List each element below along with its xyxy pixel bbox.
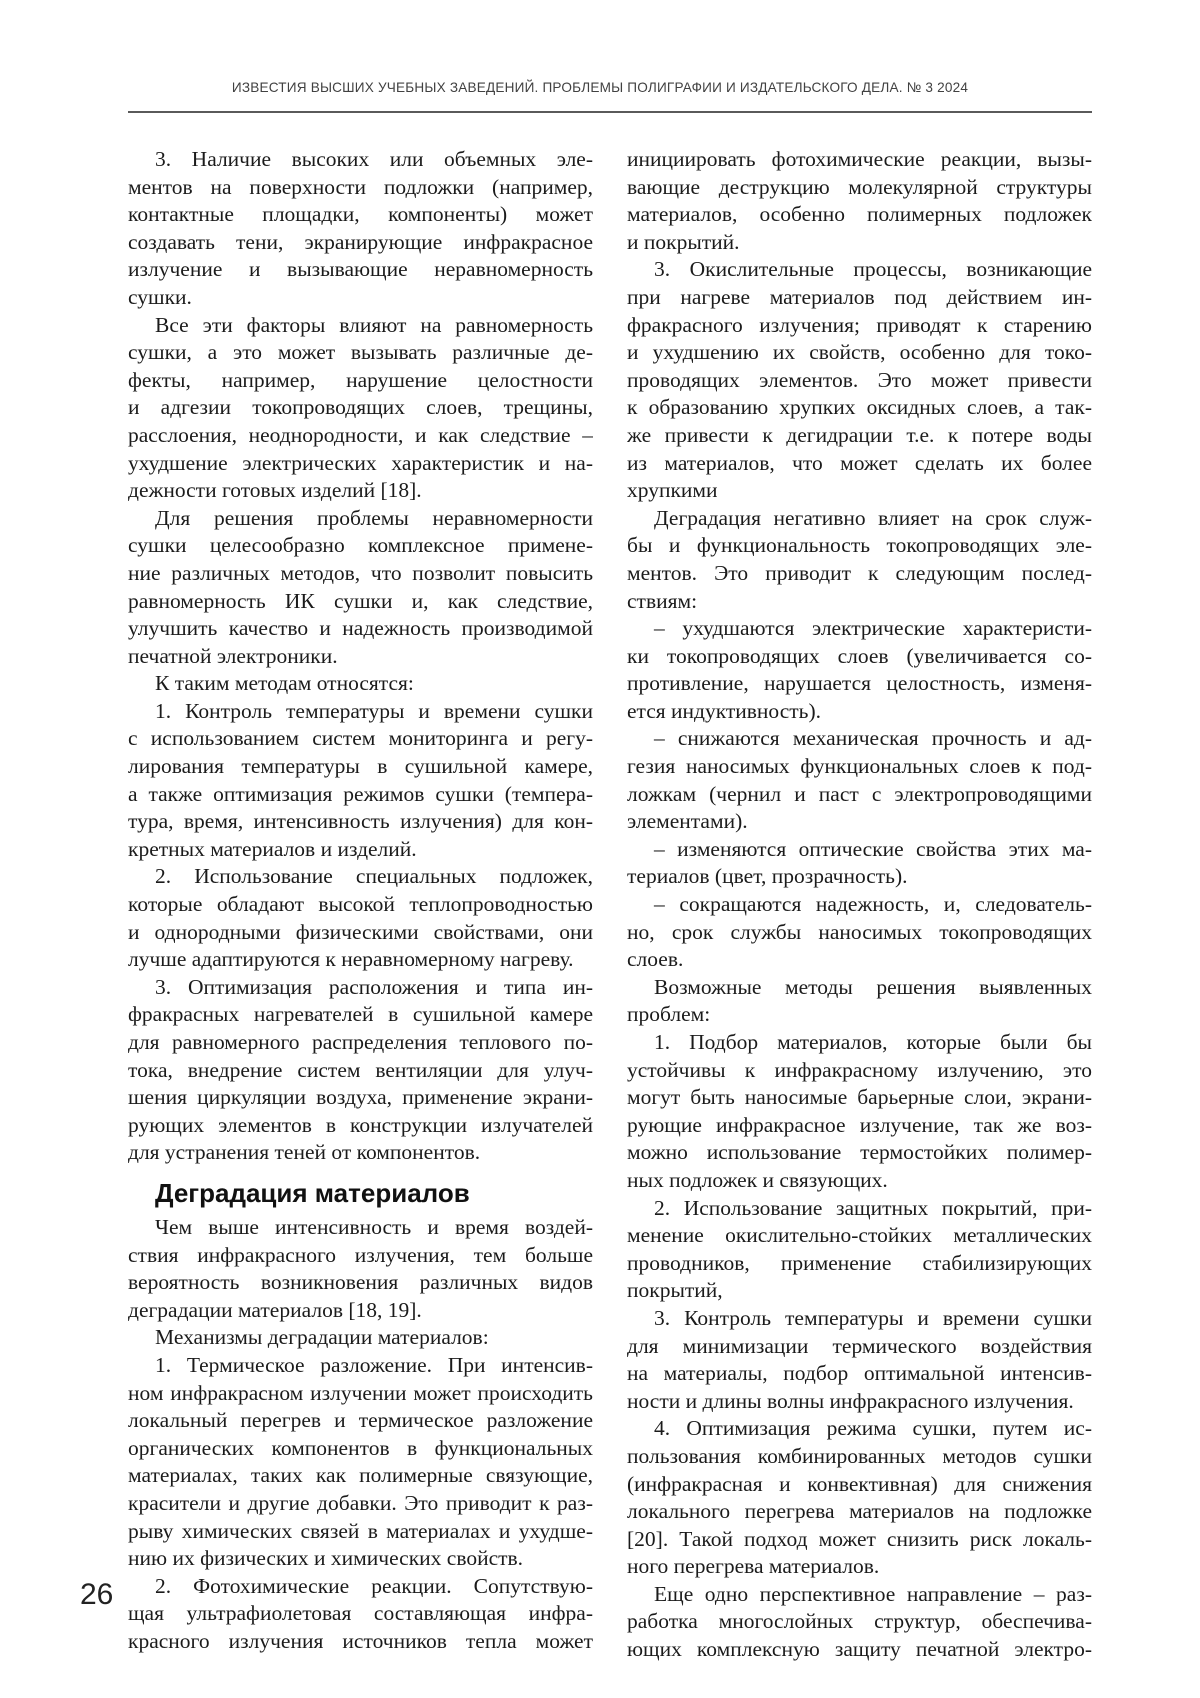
column-right [627,146,1092,1664]
text-line: работка многослойных структур, обеспечива- [627,1609,1092,1634]
text-line: Все эти факторы влияют на равномерность [155,312,593,337]
text-line: Для решения проблемы неравномерности [155,505,593,530]
page-body [128,146,1092,1664]
text-line: 4. Оптимизация режима сушки, путем ис- [654,1416,1092,1441]
text-line: 2. Фотохимические реакции. Сопутствую- [155,1573,593,1598]
text-line: К таким методам относятся: [155,671,414,696]
text-line: рующие инфракрасное излучение, так же воз- [627,1112,1092,1137]
text-line: равномерность ИК сушки и, как следствие, [128,588,593,613]
text-line: (инфракрасная и конвективная) для снижения [627,1471,1092,1496]
text-line: тура, время, интенсивность излучения) для кон- [128,809,593,834]
text-line: инициировать фотохимические реакции, вызы- [627,147,1092,171]
text-line: щая ультрафиолетовая составляющая инфра- [128,1601,593,1626]
page-number: 26 [80,1578,114,1611]
text-line: ных подложек и связующих. [627,1167,888,1192]
text-line: менение окислительно-стойких металлических [627,1223,1092,1248]
paragraph [627,725,1092,835]
text-line: к образованию хрупких оксидных слоев, а так- [627,395,1092,420]
text-line: контактные площадки, компоненты) может [128,202,593,227]
paragraph [627,974,1092,1029]
text-line: улучшить качество и надежность производимой [128,616,593,641]
text-line: Чем выше интенсивность и время воздей- [155,1214,593,1239]
text-line: красители и другие добавки. Это приводит к раз- [128,1490,593,1515]
paragraph [627,1195,1092,1305]
paragraph [627,146,1092,256]
text-line: и однородными физическими свойствами, они [128,919,593,944]
text-line: [20]. Такой подход может снизить риск локаль- [627,1526,1092,1551]
text-line: и ухудшению их свойств, особенно для токо- [627,340,1092,365]
paragraph [627,505,1092,615]
text-line: 2. Использование защитных покрытий, при- [654,1195,1092,1220]
text-line: 3. Оптимизация расположения и типа ин- [155,974,593,999]
paragraph [627,256,1092,504]
text-line: можно использование термостойких полимер- [627,1140,1092,1165]
text-line: устойчивы к инфракрасному излучению, это [627,1057,1092,1082]
text-line: ментов на поверхности подложки (например, [128,174,593,199]
text-line: 1. Контроль температуры и времени сушки [155,698,593,723]
text-line: хрупкими [627,478,718,503]
paragraph [128,1324,593,1352]
paragraph [627,1415,1092,1581]
text-line: кретных материалов и изделий. [128,836,417,861]
paragraph [128,312,593,505]
text-line: 1. Термическое разложение. При интенсив- [155,1352,593,1377]
text-line: нию их физических и химических свойств. [128,1546,524,1571]
text-line: ложкам (чернил и паст с электропроводящими [627,781,1092,806]
paragraph [128,698,593,864]
text-line: создавать тени, экранирующие инфракрасное [128,229,593,254]
text-line: и адгезии токопроводящих слоев, трещины, [128,395,593,420]
text-line: с использованием систем мониторинга и регу- [128,726,593,751]
text-line: ухудшение электрических характеристик и на- [128,450,593,475]
paragraph [627,891,1092,974]
text-line: печатной электроники. [128,643,338,668]
paragraph [627,615,1092,725]
text-line: материалах, таких как полимерные связующие, [128,1463,593,1488]
text-line: рыву химических связей в материалах и ухудше- [128,1518,593,1543]
text-line: ется индуктивность). [627,698,821,723]
text-line: излучение и вызывающие неравномерность [128,257,593,282]
paragraph [128,670,593,698]
text-line: ствия инфракрасного излучения, тем больше [128,1242,593,1267]
text-line: но, срок службы наносимых токопроводящих [627,919,1092,944]
text-line: для устранения теней от компонентов. [128,1140,481,1165]
text-line: 2. Использование специальных подложек, [155,864,593,889]
text-line: сушки целесообразно комплексное примене- [128,533,593,558]
text-line: проводящих элементов. Это может привести [627,367,1092,392]
text-line: для минимизации термического воздействия [627,1333,1092,1358]
text-line: при нагреве материалов под действием ин- [627,284,1092,309]
text-line: шения циркуляции воздуха, применение экрани- [128,1085,593,1110]
text-line: лирования температуры в сушильной камере, [128,754,593,779]
text-line: элементами). [627,809,748,834]
paragraph [128,974,593,1167]
paragraph [128,505,593,671]
text-line: 3. Контроль температуры и времени сушки [654,1305,1092,1330]
header-rule [128,111,1092,113]
text-line: – сокращаются надежность, и, следователь- [654,892,1092,917]
text-line: могут быть наносимые барьерные слои, экрани- [627,1085,1092,1110]
paragraph [128,146,593,312]
text-line: которые обладают высокой теплопроводностью [128,892,593,917]
text-line: Возможные методы решения выявленных [654,974,1092,999]
text-line: органических компонентов в функциональных [128,1435,593,1460]
text-line: для равномерного распределения теплового по- [128,1030,593,1054]
text-line: деградации материалов [18, 19]. [128,1297,422,1322]
text-line: локального перегрева материалов на подложке [627,1499,1092,1524]
text-line: ние различных методов, что позволит повысить [128,560,593,585]
text-line: 3. Наличие высоких или объемных эле- [155,147,593,171]
text-line: дежности готовых изделий [18]. [128,478,422,503]
text-line: слоев. [627,947,684,972]
text-line: из материалов, что может сделать их более [627,450,1092,475]
text-line: локальный перегрев и термическое разложение [128,1408,593,1433]
paragraph [128,863,593,973]
text-line: – ухудшаются электрические характеристи- [654,616,1092,641]
text-line: ности и длины волны инфракрасного излучения. [627,1388,1074,1413]
text-line: покрытий, [627,1278,723,1303]
text-line: и покрытий. [627,229,740,254]
text-line: проводников, применение стабилизирующих [627,1250,1092,1275]
paragraph [128,1214,593,1324]
text-line: материалов, особенно полимерных подложек [627,202,1092,227]
text-line: – изменяются оптические свойства этих ма- [654,836,1092,861]
text-line: 1. Подбор материалов, которые были бы [654,1030,1092,1054]
text-line: гезия наносимых функциональных слоев к под- [627,754,1092,779]
text-line: противление, нарушается целостность, изменя- [627,671,1092,696]
text-line: фракрасных нагревателей в сушильной камере [128,1002,593,1027]
text-line: териалов (цвет, прозрачность). [627,864,908,889]
text-line: проблем: [627,1002,711,1027]
text-line: Деградация негативно влияет на срок служ- [654,505,1092,530]
paragraph [627,1029,1092,1195]
text-line: ствиям: [627,588,698,613]
text-line: рующих элементов в конструкции излучателей [128,1112,593,1137]
text-line: 3. Окислительные процессы, возникающие [654,257,1092,282]
text-line: ки токопроводящих слоев (увеличивается со- [627,643,1092,668]
text-line: ющих комплексную защиту печатной электро- [627,1637,1092,1662]
text-line: бы и функциональность токопроводящих эле- [627,533,1092,558]
text-line: сушки. [128,284,192,309]
text-line: фекты, например, нарушение целостности [128,367,593,392]
text-line: Еще одно перспективное направление – раз- [654,1581,1092,1606]
text-line: пользования комбинированных методов сушки [627,1443,1092,1468]
text-line: же привести к дегидрации т.е. к потере воды [627,422,1092,447]
text-line: Механизмы деградации материалов: [155,1325,489,1350]
paragraph [128,1573,593,1656]
column-left [128,146,593,1664]
text-line: а также оптимизация режимов сушки (темпера- [128,781,593,806]
text-line: ного перегрева материалов. [627,1554,880,1579]
paragraph [627,1581,1092,1664]
text-line: сушки, а это может вызывать различные де- [128,340,593,365]
text-line: лучше адаптируются к неравномерному нагреву. [128,947,574,972]
text-line: тока, внедрение систем вентиляции для улуч- [128,1057,593,1082]
text-line: вероятность возникновения различных видов [128,1270,593,1295]
text-line: фракрасного излучения; приводят к старению [627,312,1092,337]
paragraph [627,1305,1092,1415]
text-line: на материалы, подбор оптимальной интенсив- [627,1361,1092,1386]
text-line: – снижаются механическая прочность и ад- [654,726,1092,751]
text-line: красного излучения источников тепла может [128,1628,593,1653]
paragraph [128,1352,593,1573]
text-line: ментов. Это приводит к следующим послед- [627,560,1092,585]
section-heading: Деградация материалов [155,1177,470,1208]
running-header: ИЗВЕСТИЯ ВЫСШИХ УЧЕБНЫХ ЗАВЕДЕНИЙ. ПРОБЛЕМЫ ПОЛИГРАФИИ И ИЗДАТЕЛЬСКОГО ДЕЛА. № 3 2024 [231,79,969,95]
text-line: вающие деструкцию молекулярной структуры [627,174,1092,199]
text-line: ном инфракрасном излучении может происходить [128,1380,593,1405]
text-line: расслоения, неоднородности, и как следствие – [128,422,593,447]
paragraph [627,836,1092,891]
